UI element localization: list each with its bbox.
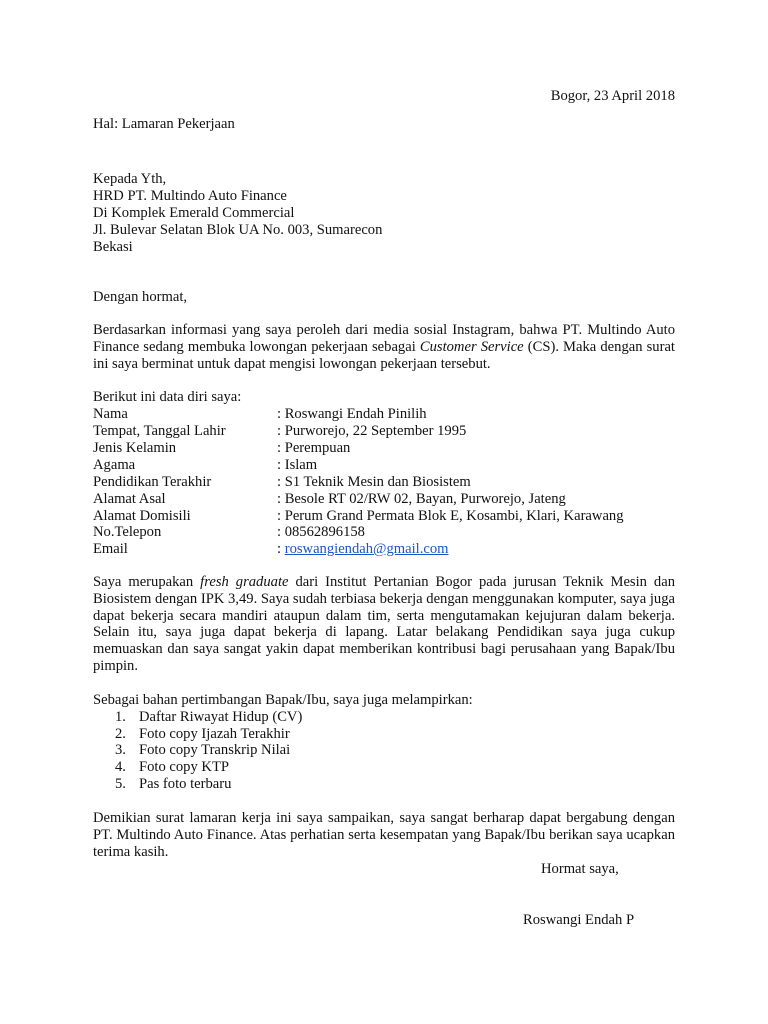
data-label: Agama [93, 457, 136, 473]
list-text: Pas foto terbaru [139, 776, 232, 792]
recipient-line: Di Komplek Emerald Commercial [93, 205, 295, 221]
data-row [93, 508, 624, 525]
body-text: Saya merupakan [93, 574, 201, 590]
list-number: 1. [115, 709, 126, 725]
data-row [93, 406, 427, 423]
data-value: : Besole RT 02/RW 02, Bayan, Purworejo, Jateng [277, 491, 566, 507]
intro-paragraph [93, 322, 675, 372]
intro-italic: Customer Service [419, 338, 524, 355]
list-number: 3. [115, 742, 126, 758]
data-row [93, 474, 471, 491]
intro-text: Berdasarkan informasi yang saya peroleh dari media sosial Instagram, bahwa PT. Multindo Auto Finance sedang membuka lowongan pekerjaan sebagai [93, 322, 675, 355]
data-value: : Perempuan [277, 440, 351, 456]
list-text: Foto copy KTP [139, 759, 229, 775]
body-italic: fresh graduate [200, 574, 289, 590]
list-item [115, 709, 302, 726]
data-row [93, 491, 566, 508]
list-number: 2. [115, 726, 126, 742]
email-label: Email [93, 541, 128, 557]
sign-off: Hormat saya, [541, 861, 619, 877]
data-row [93, 440, 350, 457]
list-text: Daftar Riwayat Hidup (CV) [139, 709, 303, 725]
list-item [115, 742, 290, 759]
personal-heading: Berikut ini data diri saya: [93, 389, 242, 405]
data-value: : Roswangi Endah Pinilih [277, 406, 427, 422]
data-label: Jenis Kelamin [93, 440, 177, 456]
list-item [115, 726, 290, 743]
data-value: : Islam [277, 457, 318, 473]
data-row [93, 423, 466, 440]
data-label: No.Telepon [93, 524, 162, 540]
intro-text-end: (CS). Maka dengan surat ini saya berminat untuk dapat mengisi lowongan pekerjaan tersebut. [93, 338, 675, 372]
recipient-line: Jl. Bulevar Selatan Blok UA No. 003, Sumarecon [93, 222, 383, 238]
closing-paragraph: Demikian surat lamaran kerja ini saya sampaikan, saya sangat berharap dapat bergabung dengan PT. Multindo Auto Finance. Atas perhatian serta kesempatan yang Bapak/Ibu berikan saya ucapkan terima kasih. [93, 810, 675, 860]
letter-subject: Hal: Lamaran Pekerjaan [93, 116, 235, 132]
data-value: : 08562896158 [277, 524, 365, 540]
data-label: Pendidikan Terakhir [93, 474, 212, 490]
email-colon: : [277, 541, 285, 557]
data-label: Alamat Asal [93, 491, 166, 507]
list-text: Foto copy Transkrip Nilai [139, 742, 291, 758]
data-label: Nama [93, 406, 128, 422]
signature-name: Roswangi Endah P [523, 912, 635, 928]
email-link[interactable]: roswangiendah@gmail.com [284, 541, 449, 557]
data-value: : S1 Teknik Mesin dan Biosistem [277, 474, 471, 490]
list-text: Foto copy Ijazah Terakhir [139, 726, 290, 742]
data-value: : Purworejo, 22 September 1995 [277, 423, 467, 439]
list-number: 4. [115, 759, 126, 775]
data-label: Tempat, Tanggal Lahir [93, 423, 226, 439]
letter-date: Bogor, 23 April 2018 [550, 88, 675, 104]
recipient-line: HRD PT. Multindo Auto Finance [93, 188, 287, 204]
attachments-heading: Sebagai bahan pertimbangan Bapak/Ibu, saya juga melampirkan: [93, 692, 473, 708]
list-number: 5. [115, 776, 126, 792]
data-row [93, 524, 365, 541]
data-label: Alamat Domisili [93, 508, 191, 524]
list-item [115, 759, 229, 776]
list-item [115, 776, 231, 793]
recipient-salutation: Kepada Yth, [93, 171, 167, 187]
data-row-email [93, 541, 449, 558]
data-row [93, 457, 317, 474]
body-paragraph [93, 574, 675, 675]
recipient-line: Bekasi [93, 239, 133, 255]
body-text-end: dari Institut Pertanian Bogor pada jurusan Teknik Mesin dan Biosistem dengan IPK 3,49. Saya sudah terbiasa bekerja dengan menggunakan komputer, saya juga dapat bekerja secara mandiri ataupun dalam tim, serta mengutamakan kejujuran dalam bekerja. Selain itu, saya juga dapat bekerja di lapang. Latar belakang Pendidikan saya juga cukup memuaskan dan saya sangat yakin dapat memberikan kontribusi bagi perusahaan yang Bapak/Ibu pimpin. [93, 574, 676, 674]
data-value: : Perum Grand Permata Blok E, Kosambi, Klari, Karawang [277, 508, 624, 524]
greeting: Dengan hormat, [93, 289, 188, 305]
